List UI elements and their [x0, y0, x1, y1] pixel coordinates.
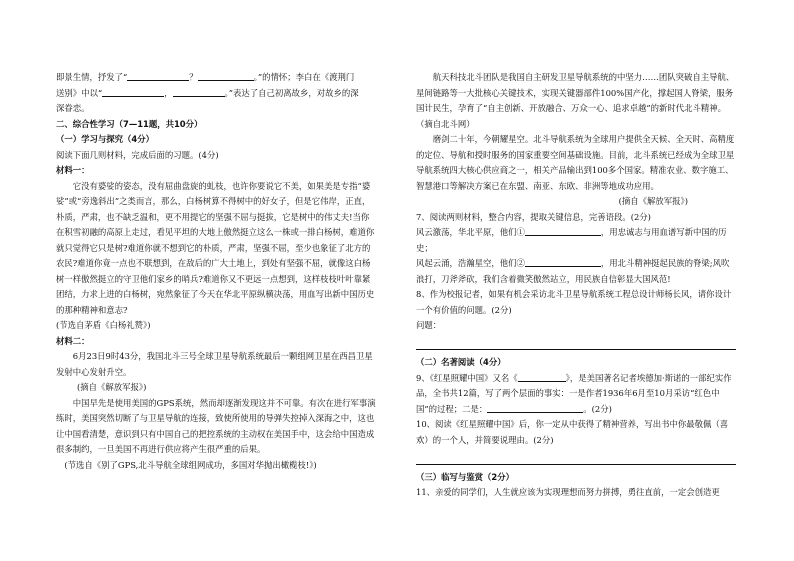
answer-blank[interactable]: [525, 256, 601, 267]
text: 风云激荡，华北平原，他们①: [416, 227, 525, 237]
subsection-heading: （三）临写与鉴赏（2分）: [416, 471, 514, 482]
material-1-source: (节选自茅盾《白杨礼赞》): [56, 320, 151, 330]
subsection-heading: （一）学习与探究（4分）: [56, 134, 154, 144]
material-2-source: (节选自《别了GPS,北斗导航全球组网成功，多国对华抛出橄榄枝!》): [64, 459, 317, 470]
question-label: 问题：: [416, 320, 442, 330]
answer-blank[interactable]: [173, 86, 225, 97]
subsection-heading: （二）名著阅读（4分）: [416, 357, 506, 367]
left-column: [56, 70, 376, 473]
answer-blank[interactable]: [127, 70, 189, 81]
instruction: 阅读下面几则材料，完成后面的习题。(4分): [56, 149, 219, 160]
question-11: 11、亲爱的同学们，人生就应该为实现理想而努力拼搏，勇往直前，一定会创造更: [416, 487, 720, 497]
material-2-text: 6月23日9时43分，我国北斗三号全球卫星导航系统最后一颗组网卫星在西昌卫星发射中心发射升空。: [56, 351, 373, 377]
text: 即景生情，抒发了“: [56, 72, 128, 82]
answer-blank[interactable]: [487, 402, 583, 413]
text: 。(2分): [583, 403, 612, 414]
text: ？: [189, 72, 198, 82]
material-2-source: (摘自《解放军报》): [77, 382, 147, 392]
section-heading: 二、综合性学习（7—11题，共10分）: [56, 118, 203, 129]
text: 送别》中以“: [56, 87, 103, 98]
question-9: [416, 371, 736, 418]
answer-blank[interactable]: [518, 371, 566, 382]
text: 9、《红星照耀中国》又名《: [416, 372, 518, 383]
answer-line[interactable]: [416, 448, 736, 465]
text: ，: [164, 87, 173, 98]
answer-blank[interactable]: [102, 86, 164, 97]
q7-line-1: [416, 225, 736, 256]
text: ，用北斗精神挺起民族的脊梁;风吹: [600, 258, 730, 268]
answer-blank[interactable]: [198, 70, 254, 81]
material-1-text: 它没有婆娑的姿态，没有屈曲盘旋的虬枝，也许你要说它不美，如果美是专指“婆娑”或“旁逸斜出”之类而言，那么，白杨树算不得树中的好女子，但是它伟岸，正直，朴质，严肃，也不缺乏温和，更不用提它的坚强不屈与挺拔，它是树中的伟丈夫!当你在积雪初融的高原上走过，看见平坦的大地上傲然挺立这么一株或一排白杨树，难道你就只觉得它只是树?难道你就不想到它的朴质，严肃，坚强不屈，至少也象征了北方的农民?难道你竟一点也不联想到，在敌后的广大土地上，到处有坚强不屈，就像这白杨树一样傲然挺立的守卫他们家乡的哨兵?难道你又不更远一点想到，这样枝枝叶叶靠紧团结，力求上进的白杨树，宛然象征了今天在华北平原纵横决荡，用血写出新中国历史的那种精神和意志?: [56, 180, 375, 315]
text: 》，是美国著名记者埃德加·斯诺的一部纪实作品，全书共12篇，写了两个层面的事实：一是作者1936年6月至10月采访“红色中国”的过程；二是：: [416, 372, 732, 414]
answer-line[interactable]: [416, 334, 736, 351]
material-label: 材料一：: [56, 165, 90, 175]
material-text: 磨剑二十年，今朝耀星空。北斗导航系统为全球用户提供全天候、全天时、高精度的定位、导航和授时服务的国家重要空间基础设施。目前，北斗系统已经成为全球卫星导航系统四大核心供应商之一，相关产品输出到100多个国家。精准农业、数字施工、智慧港口等解决方案已在东盟、南亚、东欧、非洲等地成功应用。: [416, 134, 735, 191]
right-column: [416, 70, 736, 501]
text: ，用忠诚志与用血谱写新中国的历史；: [416, 227, 727, 253]
text: 。”的情怀；李白在《渡荆门: [253, 72, 355, 82]
intro-line-2: [56, 86, 376, 102]
q7-line-3: 浪打，刀斧斧砍，我们含着微笑傲然站立，用民族自信彰显大国风范!: [416, 273, 671, 284]
intro-line-1: [56, 70, 376, 86]
material-text: 航天科技北斗团队是我国自主研发卫星导航系统的中坚力……团队突破自主导航、星间链路等一大批核心关键技术，实现关键器部件100%国产化，撑起国人脊梁，服务国计民生，孕育了“自主创新、开放融合、万众一心、追求卓越”的新时代北斗精神。（摘自北斗网）: [416, 72, 735, 129]
text: 。”表达了自己初离故乡，对故乡的深: [224, 87, 359, 98]
material-source: (摘自《解放军报》): [618, 196, 688, 206]
question-10: 10、阅读《红星照耀中国》后，你一定从中获得了精神营养，写出书中你最敬佩（喜欢）的一个人，并简要说理由。(2分): [416, 419, 729, 445]
material-label: 材料二：: [56, 335, 90, 346]
text: 风起云涌，浩瀚星空，他们②: [416, 258, 525, 268]
intro-line-3: 深眷恋。: [56, 103, 90, 113]
material-2-text: 中国早先是使用美国的GPS系统，然而却逐渐发现这并不可靠。有次在进行军事演练时，美国突然切断了与卫星导航的连接，致使所使用的导弹失控掉入深海之中，这也让中国看清楚，意识到只有中国自己的把控系统的主动权在美国手中，这会给中国造成很多制约，一旦美国不再进行供应将产生很严重的后果。: [56, 397, 376, 454]
question-8: 8、作为校报记者，如果有机会采访北斗卫星导航系统工程总设计师杨长风，请你设计一个有价值的问题。(2分): [416, 289, 732, 315]
q7-line-2: [416, 256, 736, 272]
answer-blank[interactable]: [525, 225, 601, 236]
question-7: 7、阅读两则材料，整合内容，提取关键信息，完善语段。(2分): [416, 211, 651, 222]
